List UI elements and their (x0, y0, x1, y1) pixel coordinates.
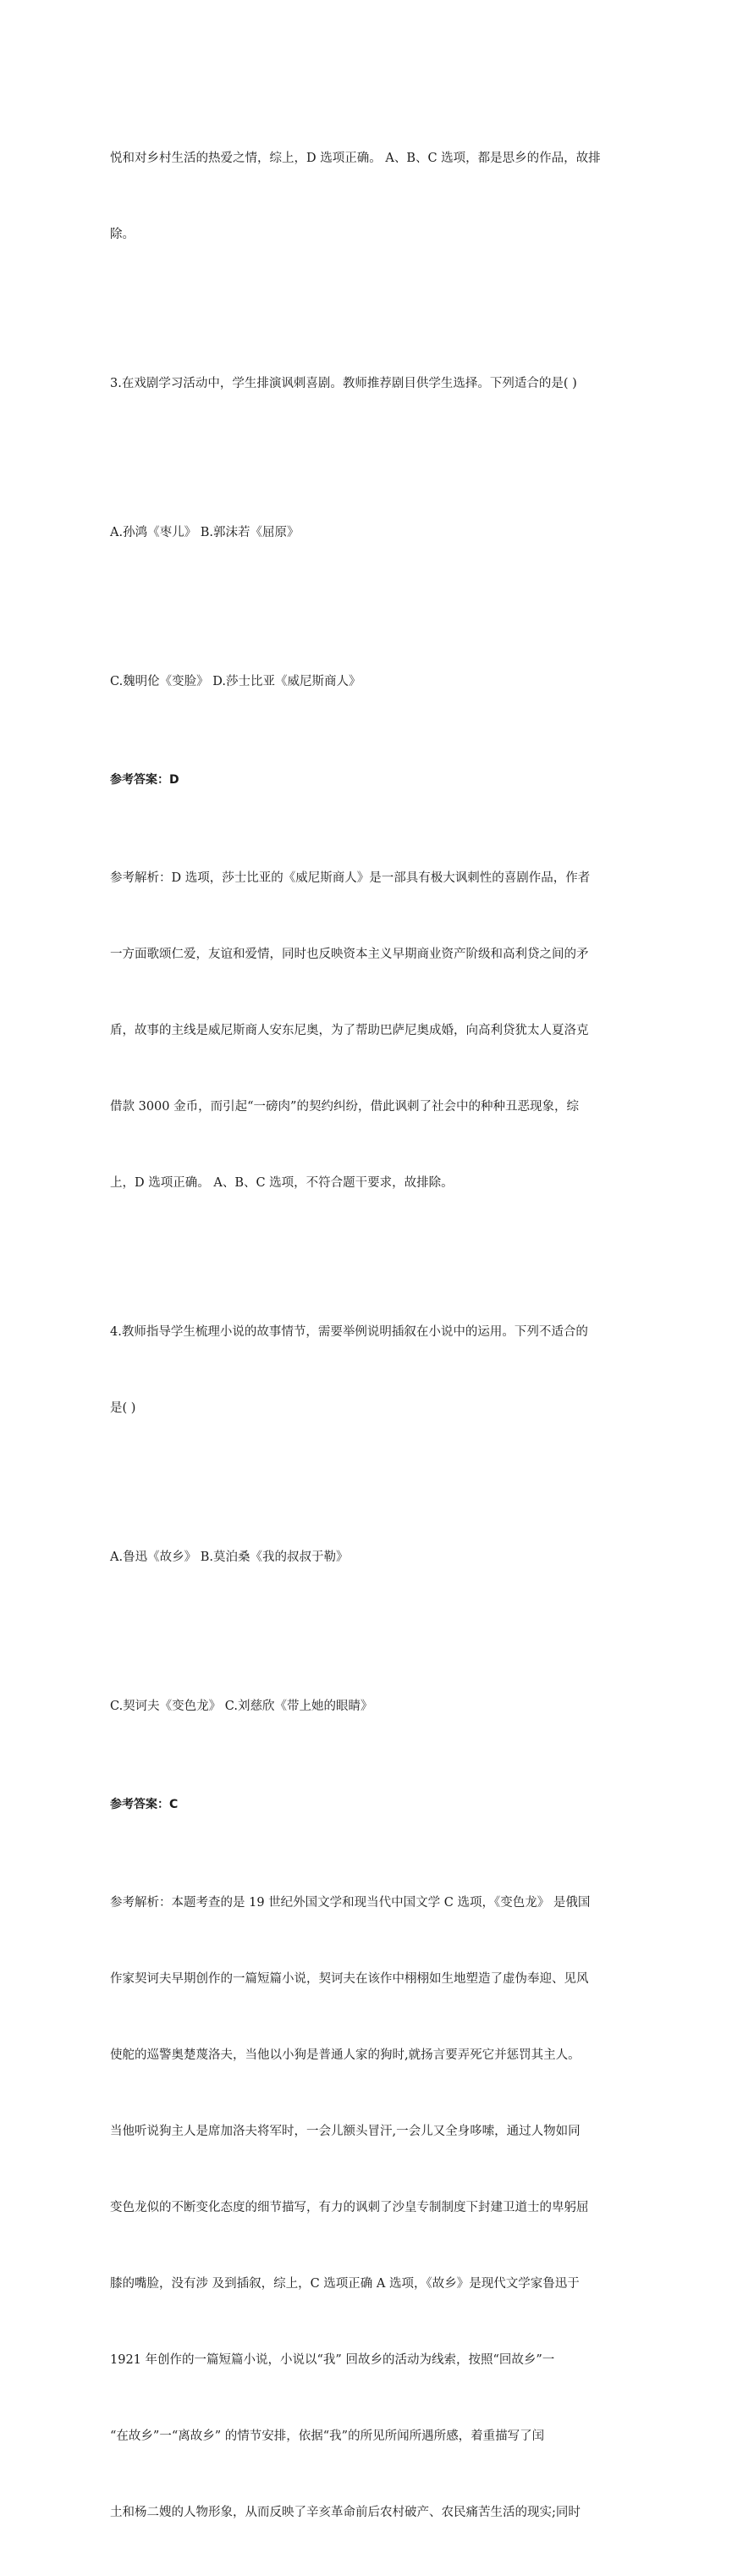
text-line: A.鲁迅《故乡》 B.莫泊桑《我的叔叔于勒》 (110, 1551, 349, 1564)
text-line: 悦和对乡村生活的热爱之情，综上，D 选项正确。 A、B、C 选项，都是思乡的作品，故排 (110, 152, 601, 165)
question-4-answer (110, 1792, 624, 1817)
text-line: 作家契诃夫早期创作的一篇短篇小说，契诃夫在该作中栩栩如生地塑造了虚伪奉迎、见风 (110, 1972, 589, 1986)
text-line: 使舵的巡警奥楚蔑洛夫，当他以小狗是普通人家的狗时,就扬言要弄死它并惩罚其主人。 (110, 2048, 581, 2062)
text-line: A.孙鸿《枣儿》 B.郭沫若《屈原》 (110, 526, 300, 539)
answer-line: 参考答案：D (110, 773, 179, 787)
question-4-explanation (110, 1839, 624, 2576)
text-line: 当他听说狗主人是席加洛夫将军时，一会儿额头冒汗,一会儿又全身哆嗦，通过人物如同 (110, 2125, 581, 2138)
text-line: 上，D 选项正确。 A、B、C 选项，不符合题干要求，故排除。 (110, 1176, 454, 1190)
text-line: C.契诃夫《变色龙》 C.刘慈欣《带上她的眼睛》 (110, 1700, 373, 1713)
text-line: 除。 (110, 228, 135, 241)
question-4-stem (110, 1269, 624, 1472)
paragraph-q2-tail (110, 95, 624, 298)
question-3-answer (110, 767, 624, 793)
text-line: 参考解析：本题考查的是 19 世纪外国文学和现当代中国文学 C 选项，《变色龙》 是俄国 (110, 1896, 591, 1910)
question-3-explanation (110, 815, 624, 1247)
text-line: “在故乡”一“离故乡” 的情节安排，依据“我”的所见所闻所遇所感，着重描写了闰 (110, 2430, 545, 2443)
text-line: 一方面歌颂仁爱，友谊和爱情，同时也反映资本主义早期商业资产阶级和高利贷之间的矛 (110, 948, 589, 961)
answer-line: 参考答案：C (110, 1798, 179, 1811)
question-3-stem (110, 320, 624, 447)
question-3-options-cd (110, 618, 624, 745)
text-line: 是( ) (110, 1401, 136, 1415)
text-line: 土和杨二嫂的人物形象，从而反映了辛亥革命前后农村破产、农民痛苦生活的现实;同时 (110, 2506, 581, 2519)
text-line: C.魏明伦《变脸》 D.莎士比亚《威尼斯商人》 (110, 675, 361, 688)
text-line: 膝的嘴脸，没有涉 及到插叙，综上，C 选项正确 A 选项，《故乡》是现代文学家鲁迅于 (110, 2277, 580, 2291)
text-line: 3.在戏剧学习活动中，学生排演讽刺喜剧。教师推荐剧目供学生选择。下列适合的是( ) (110, 377, 577, 390)
text-line: 1921 年创作的一篇短篇小说，小说以“我” 回故乡的活动为线索，按照“回故乡”一 (110, 2353, 555, 2367)
text-line: 变色龙似的不断变化态度的细节描写，有力的讽刺了沙皇专制制度下封建卫道士的卑躬屈 (110, 2201, 589, 2214)
question-4-options-ab (110, 1494, 624, 1621)
text-line: 盾，故事的主线是威尼斯商人安东尼奥，为了帮助巴萨尼奥成婚，向高利贷犹太人夏洛克 (110, 1024, 589, 1037)
text-line: 4.教师指导学生梳理小说的故事情节，需要举例说明插叙在小说中的运用。下列不适合的 (110, 1325, 588, 1339)
text-line: 借款 3000 金币，而引起“一磅肉”的契约纠纷，借此讽刺了社会中的种种丑恶现象，综 (110, 1100, 579, 1114)
question-4-options-cd (110, 1643, 624, 1770)
text-line: 参考解析：D 选项，莎士比亚的《威尼斯商人》是一部具有极大讽刺性的喜剧作品，作者 (110, 871, 591, 885)
question-3-options-ab (110, 469, 624, 596)
